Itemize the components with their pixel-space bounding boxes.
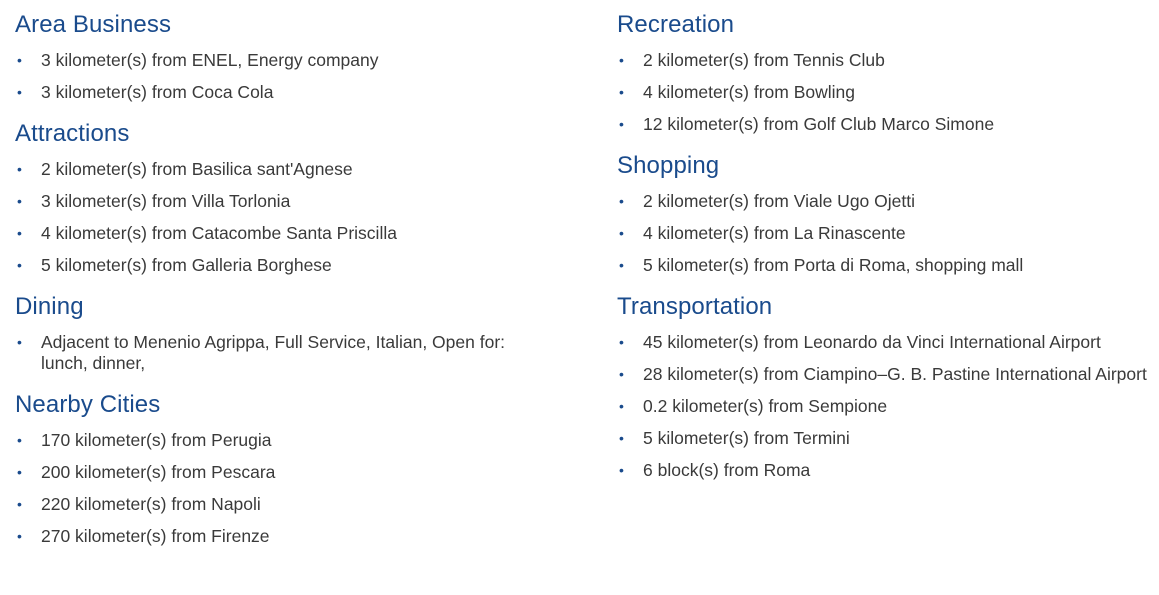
bullet-icon: • xyxy=(619,462,624,478)
item-text: 220 kilometer(s) from Napoli xyxy=(41,494,261,514)
section-title: Area Business xyxy=(15,11,172,38)
bullet-icon: • xyxy=(619,257,624,273)
list-item xyxy=(15,223,535,244)
item-text: 6 block(s) from Roma xyxy=(643,460,811,480)
section-shopping xyxy=(617,151,1152,276)
bullet-icon: • xyxy=(17,496,22,512)
list-item xyxy=(617,428,1152,449)
list-item xyxy=(15,159,535,180)
list-item xyxy=(15,50,535,71)
list-item xyxy=(15,462,535,483)
list-item xyxy=(15,332,535,374)
item-list xyxy=(15,159,535,276)
item-text: Adjacent to Menenio Agrippa, Full Service, Italian, Open for: lunch, dinner, xyxy=(41,332,506,373)
item-text: 12 kilometer(s) from Golf Club Marco Simone xyxy=(643,114,995,134)
right-column xyxy=(617,10,1152,497)
item-list xyxy=(617,191,1152,276)
item-list xyxy=(15,50,535,103)
bullet-icon: • xyxy=(17,225,22,241)
list-item xyxy=(15,494,535,515)
bullet-icon: • xyxy=(619,193,624,209)
bullet-icon: • xyxy=(619,366,624,382)
bullet-icon: • xyxy=(17,432,22,448)
section-area-business xyxy=(15,10,535,103)
bullet-icon: • xyxy=(17,52,22,68)
item-text: 2 kilometer(s) from Tennis Club xyxy=(643,50,885,70)
list-item xyxy=(617,364,1152,385)
item-list xyxy=(15,332,535,374)
bullet-icon: • xyxy=(17,161,22,177)
list-item xyxy=(617,82,1152,103)
item-list xyxy=(15,430,535,547)
item-text: 170 kilometer(s) from Perugia xyxy=(41,430,272,450)
section-title: Attractions xyxy=(15,120,130,147)
section-recreation xyxy=(617,10,1152,135)
list-item xyxy=(617,114,1152,135)
bullet-icon: • xyxy=(17,464,22,480)
bullet-icon: • xyxy=(17,84,22,100)
item-text: 2 kilometer(s) from Basilica sant'Agnese xyxy=(41,159,353,179)
bullet-icon: • xyxy=(619,334,624,350)
item-text: 4 kilometer(s) from La Rinascente xyxy=(643,223,906,243)
section-title: Dining xyxy=(15,293,84,320)
section-attractions xyxy=(15,119,535,276)
bullet-icon: • xyxy=(619,116,624,132)
section-dining xyxy=(15,292,535,374)
bullet-icon: • xyxy=(619,52,624,68)
section-title: Recreation xyxy=(617,11,735,38)
list-item xyxy=(617,460,1152,481)
section-title: Transportation xyxy=(617,293,773,320)
item-text: 28 kilometer(s) from Ciampino–G. B. Pastine International Airport xyxy=(643,364,1147,384)
list-item xyxy=(617,191,1152,212)
list-item xyxy=(617,332,1152,353)
item-list xyxy=(617,332,1152,481)
item-text: 270 kilometer(s) from Firenze xyxy=(41,526,270,546)
item-text: 3 kilometer(s) from ENEL, Energy company xyxy=(41,50,379,70)
section-title: Nearby Cities xyxy=(15,391,161,418)
list-item xyxy=(15,82,535,103)
item-text: 0.2 kilometer(s) from Sempione xyxy=(643,396,888,416)
list-item xyxy=(15,430,535,451)
bullet-icon: • xyxy=(619,84,624,100)
bullet-icon: • xyxy=(17,193,22,209)
list-item xyxy=(15,191,535,212)
bullet-icon: • xyxy=(17,257,22,273)
item-text: 200 kilometer(s) from Pescara xyxy=(41,462,276,482)
item-text: 3 kilometer(s) from Coca Cola xyxy=(41,82,274,102)
list-item xyxy=(617,50,1152,71)
item-text: 3 kilometer(s) from Villa Torlonia xyxy=(41,191,291,211)
item-text: 5 kilometer(s) from Galleria Borghese xyxy=(41,255,332,275)
section-title: Shopping xyxy=(617,152,720,179)
list-item xyxy=(617,223,1152,244)
bullet-icon: • xyxy=(17,528,22,544)
left-column xyxy=(15,10,535,563)
list-item xyxy=(617,255,1152,276)
item-text: 45 kilometer(s) from Leonardo da Vinci International Airport xyxy=(643,332,1101,352)
item-list xyxy=(617,50,1152,135)
bullet-icon: • xyxy=(17,334,22,350)
section-transportation xyxy=(617,292,1152,481)
item-text: 5 kilometer(s) from Termini xyxy=(643,428,850,448)
item-text: 4 kilometer(s) from Catacombe Santa Priscilla xyxy=(41,223,397,243)
item-text: 4 kilometer(s) from Bowling xyxy=(643,82,855,102)
list-item xyxy=(15,255,535,276)
list-item xyxy=(15,526,535,547)
item-text: 2 kilometer(s) from Viale Ugo Ojetti xyxy=(643,191,915,211)
bullet-icon: • xyxy=(619,398,624,414)
item-text: 5 kilometer(s) from Porta di Roma, shopping mall xyxy=(643,255,1024,275)
bullet-icon: • xyxy=(619,430,624,446)
section-nearby-cities xyxy=(15,390,535,547)
list-item xyxy=(617,396,1152,417)
bullet-icon: • xyxy=(619,225,624,241)
